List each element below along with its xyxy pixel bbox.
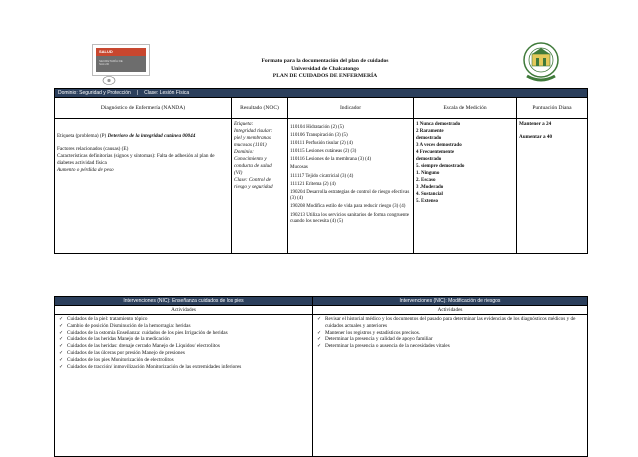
dx-characteristics: Características definitorias (signos y síntomas): Falta de adhesión al plan de diabetes actividad física [57, 153, 215, 166]
noc-line: Conocimiento y [234, 156, 267, 162]
list-item [59, 336, 308, 343]
checkmark-icon: ✓ [317, 329, 322, 336]
university-seal-icon [518, 40, 564, 86]
checkmark-icon: ✓ [59, 363, 64, 370]
list-item [59, 323, 308, 330]
list-item-text: Mantener los registros y estadísticos precisos. [325, 329, 421, 336]
indicator-item: 110116 Lesiones de la membrana (3) (4) [290, 157, 371, 163]
interventions-left [55, 297, 313, 456]
scale-cell [414, 119, 517, 253]
list-item-text: Cambio de posición Disminución de la hemorragia: heridas [67, 322, 191, 329]
salud-logo [92, 44, 150, 76]
checkmark-icon: ✓ [317, 336, 322, 343]
scale-item: demostrado [416, 157, 442, 162]
checkmark-icon: ✓ [59, 322, 64, 329]
checkmark-icon: ✓ [59, 336, 64, 343]
noc-line: Etiqueta: [234, 121, 254, 127]
list-item-text: Cuidados de las heridas Manejo de la medicación [67, 336, 170, 343]
noc-line: riesgo y seguridad [234, 184, 273, 190]
checkmark-icon: ✓ [317, 343, 322, 350]
care-plan-table [54, 88, 588, 254]
list-item-text: Cuidados de las heridas: drenaje cerrado Manejo de Líquidos/ electrolitos [67, 343, 220, 350]
list-item-text: Revisar el historial médico y los documentos del pasado para determinar las evidencias de los diagnósticos médicos y de cuidados actuales y anteriores [325, 316, 576, 329]
title-line-1: Formato para la documentación del plan de cuidados [261, 58, 389, 64]
checkmark-icon: ✓ [59, 349, 64, 356]
interventions-table [54, 296, 588, 457]
indicator-cell [288, 119, 414, 253]
dx-weight: Aumento o pérdida de peso [57, 167, 114, 173]
indicator-item: 111117 Tejido cicatricial (3) (4) [290, 173, 354, 179]
scale-item: 5. Extenso [416, 199, 438, 204]
title-line-2: Universidad de Chalcatongo [291, 65, 359, 72]
diana-item: Mantener a 24 [519, 121, 552, 127]
interventions-right-subtitle: Actividades [313, 305, 587, 315]
list-item-text: Cuidados de la piel: tratamiento tópico [67, 316, 148, 322]
header-indicator: Indicador [288, 98, 414, 118]
list-item [317, 316, 583, 330]
table-header-row [55, 97, 587, 118]
list-item [59, 357, 308, 364]
table-body-row [55, 118, 587, 253]
interventions-left-list [55, 315, 312, 456]
list-item [59, 330, 308, 337]
checkmark-icon: ✓ [317, 316, 322, 322]
document-titles [180, 58, 470, 81]
scale-item: 2 Raramente [416, 129, 444, 134]
list-item [59, 350, 308, 357]
indicator-item: Mucosas [290, 165, 308, 171]
header-diana: Puntuación Diana [532, 104, 572, 111]
domain-separator: | [136, 90, 139, 96]
indicator-item: 190208 Modifica estilo de vida para reducir riesgo (3) (4) [290, 204, 406, 210]
indicator-item: 190213 Utiliza los servicios sanitarios de forma congruente cuando los necesita (4) (5) [290, 212, 409, 225]
list-item [59, 364, 308, 371]
noc-line: (VI) [234, 170, 243, 176]
scale-item: demostrado [416, 136, 442, 141]
noc-line: conducta de salud [234, 163, 272, 169]
interventions-right-title: Intervenciones (NIC): Modificación de riesgos [313, 297, 587, 305]
class-label: Clase: Lesión Física [144, 90, 190, 96]
noc-line: mucosas (1101) [234, 142, 267, 148]
noc-line: Dominio: [234, 149, 254, 155]
list-item [317, 343, 583, 350]
interventions-left-subtitle: Actividades [55, 305, 312, 315]
dx-label: Etiqueta (problema) (P) [57, 133, 107, 139]
scale-item: 1 Nunca demostrado [416, 122, 461, 127]
noc-line: Integridad tisular: [234, 128, 273, 134]
scale-item: 4. Sustancial [416, 192, 443, 197]
checkmark-icon: ✓ [59, 316, 64, 322]
list-item-text: Cuidados de la ostomía Enseñanza: cuidados de los pies Irrigación de heridas [67, 329, 228, 336]
header-dx: Diagnóstico de Enfermería (NANDA) [55, 98, 232, 118]
indicator-item: 111121 Eritema (2) (4) [290, 181, 336, 187]
scale-item: 1. Ninguno [416, 171, 440, 176]
scale-item: 3 .Moderado [416, 185, 444, 190]
scale-item: 4 Frecuentemente [416, 150, 455, 155]
indicator-item: 190204 Desarrolla estrategias de control de riesgo efectivas (3) (4) [290, 189, 410, 202]
list-item-text: Determinar la presencia y calidad de apoyo familiar [325, 336, 433, 343]
diana-item: Aumentar a 40 [519, 134, 553, 140]
interventions-right-list [313, 315, 587, 456]
header-scale: Escala de Medición [414, 98, 517, 118]
indicator-item: 110111 Perfusión tisular (2) (4) [290, 141, 353, 147]
indicator-item: 110106 Transpiración (3) (5) [290, 133, 348, 139]
interventions-right [313, 297, 587, 456]
mexico-seal-icon [102, 76, 116, 85]
list-item [317, 336, 583, 343]
dx-cell [55, 119, 232, 253]
list-item-text: Determinar la presencia o ausencia de la necesidades vitales [325, 343, 450, 350]
diana-cell [517, 119, 587, 253]
list-item-text: Cuidados de tracción/ inmovilización Monitorización de las extremidades inferiores [67, 363, 242, 370]
title-line-3: PLAN DE CUIDADOS DE ENFERMERÍA [272, 73, 378, 79]
domain-label: Dominio: Seguridad y Protección [58, 90, 131, 96]
scale-item: 5. siempre demostrado [416, 164, 465, 169]
indicator-item: 110115 Lesiones cutáneas (2) (3) [290, 149, 357, 155]
list-item [59, 343, 308, 350]
list-item-text: Cuidados de las úlceras por presión Manejo de presiones [67, 349, 185, 356]
noc-cell [232, 119, 288, 253]
scale-item: 2. Escaso [416, 178, 436, 183]
list-item-text: Cuidados de los pies Monitorización de electrolitos [67, 356, 174, 363]
noc-line: piel y membranas [234, 135, 271, 141]
dx-value: Deterioro de la integridad cutánea 00044 [107, 133, 196, 139]
dx-factors: Factores relacionados (causas) (E) [57, 146, 129, 152]
checkmark-icon: ✓ [59, 343, 64, 350]
checkmark-icon: ✓ [59, 329, 64, 336]
checkmark-icon: ✓ [59, 356, 64, 363]
noc-line: Clase: Control de [234, 177, 271, 183]
domain-bar [55, 89, 587, 97]
salud-logo-subtext: SECRETARÍA DE SALUD [99, 59, 123, 66]
interventions-left-title: Intervenciones (NIC): Enseñanza cuidados de los pies [55, 297, 312, 305]
header-noc: Resultado (NOC) [232, 98, 288, 118]
indicator-item: 110104 Hidratación (2) (5) [290, 125, 344, 130]
salud-logo-text: SALUD [99, 49, 113, 54]
scale-item: 3 A veces demostrado [416, 143, 462, 148]
list-item [59, 316, 308, 323]
